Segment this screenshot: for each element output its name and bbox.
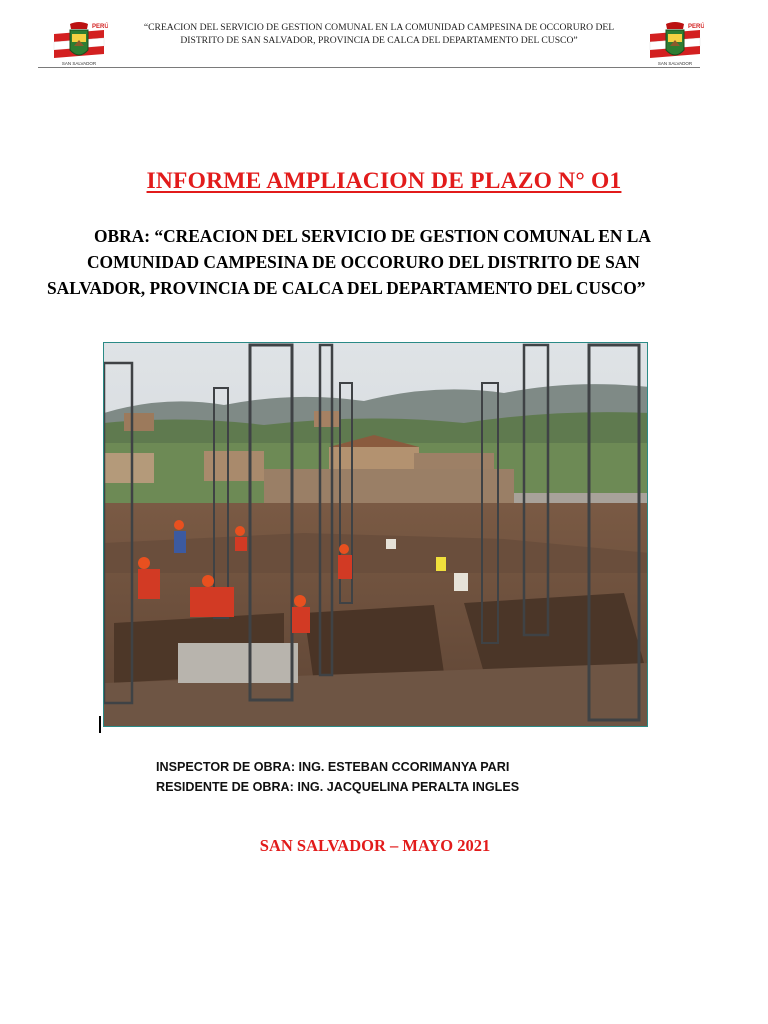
- obra-line-1: OBRA: “CREACION DEL SERVICIO DE GESTION COMUNAL EN LA: [94, 226, 651, 246]
- document-header: [38, 14, 702, 68]
- place-date: SAN SALVADOR – MAYO 2021: [259, 836, 491, 855]
- logo-caption-left: PERÚ: [92, 24, 108, 30]
- logo-caption-right: PERÚ: [688, 24, 704, 30]
- municipal-logo-right: [646, 20, 704, 66]
- resident-line: RESIDENTE DE OBRA: ING. JACQUELINA PERALTA INGLES: [156, 780, 520, 794]
- report-title-text: INFORME AMPLIACION DE PLAZO N° O1: [146, 168, 622, 194]
- text-cursor-mark: [99, 716, 101, 733]
- inspector-line: INSPECTOR DE OBRA: ING. ESTEBAN CCORIMANYA PARI: [156, 760, 510, 774]
- header-project-title: “CREACION DEL SERVICIO DE GESTION COMUNAL EN LA COMUNIDAD CAMPESINA DE OCCORURO DEL DISTRITO DE SAN SALVADOR, PROVINCIA DE CALCA DEL DEPARTAMENTO DEL CUSCO”: [143, 22, 615, 46]
- obra-line-2: COMUNIDAD CAMPESINA DE OCCORURO DEL DISTRITO DE SAN: [87, 252, 640, 272]
- credits-block: [156, 757, 519, 797]
- logo-subcaption-left: SAN SALVADOR: [61, 61, 97, 66]
- logo-subcaption-right: SAN SALVADOR: [657, 61, 693, 66]
- obra-description: [40, 223, 740, 301]
- report-title: [0, 168, 768, 195]
- municipal-logo-left: [50, 20, 108, 66]
- obra-line-3: SALVADOR, PROVINCIA DE CALCA DEL DEPARTAMENTO DEL CUSCO”: [47, 278, 646, 298]
- construction-site-photo: [103, 342, 648, 727]
- header-divider: [38, 67, 700, 68]
